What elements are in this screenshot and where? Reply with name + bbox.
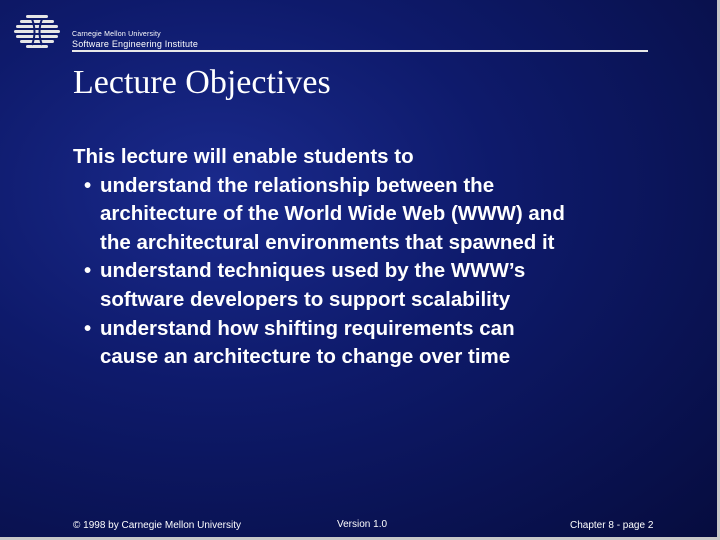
bullet-item (73, 172, 673, 258)
footer-copyright: © 1998 by Carnegie Mellon University (73, 520, 242, 531)
bullet-line: understand how shifting requirements can (100, 316, 515, 340)
header-divider (72, 50, 648, 52)
slide-title: Lecture Objectives (73, 64, 331, 101)
slide-body (73, 143, 673, 372)
org-university-name: Carnegie Mellon University (72, 31, 161, 38)
intro-text: This lecture will enable students to (73, 145, 414, 168)
bullet-item (73, 257, 673, 314)
bullet-line: software developers to support scalability (100, 287, 511, 311)
footer-version: Version 1.0 (337, 519, 388, 530)
bullet-dot-icon: • (84, 173, 92, 197)
bullet-line: understand techniques used by the WWW’s (100, 259, 526, 283)
footer-page-number: Chapter 8 - page 2 (570, 520, 654, 531)
bullet-line: understand the relationship between the (100, 173, 495, 197)
cmu-sei-logo-icon (12, 14, 62, 50)
bullet-line: architecture of the World Wide Web (WWW) and (100, 202, 565, 226)
bullet-dot-icon: • (84, 316, 92, 340)
bullet-dot-icon: • (84, 259, 92, 283)
org-institute-name: Software Engineering Institute (72, 39, 199, 49)
bullet-line: cause an architecture to change over time (100, 345, 511, 369)
bullet-line: the architectural environments that spawned it (100, 230, 555, 254)
bullet-item (73, 315, 673, 372)
